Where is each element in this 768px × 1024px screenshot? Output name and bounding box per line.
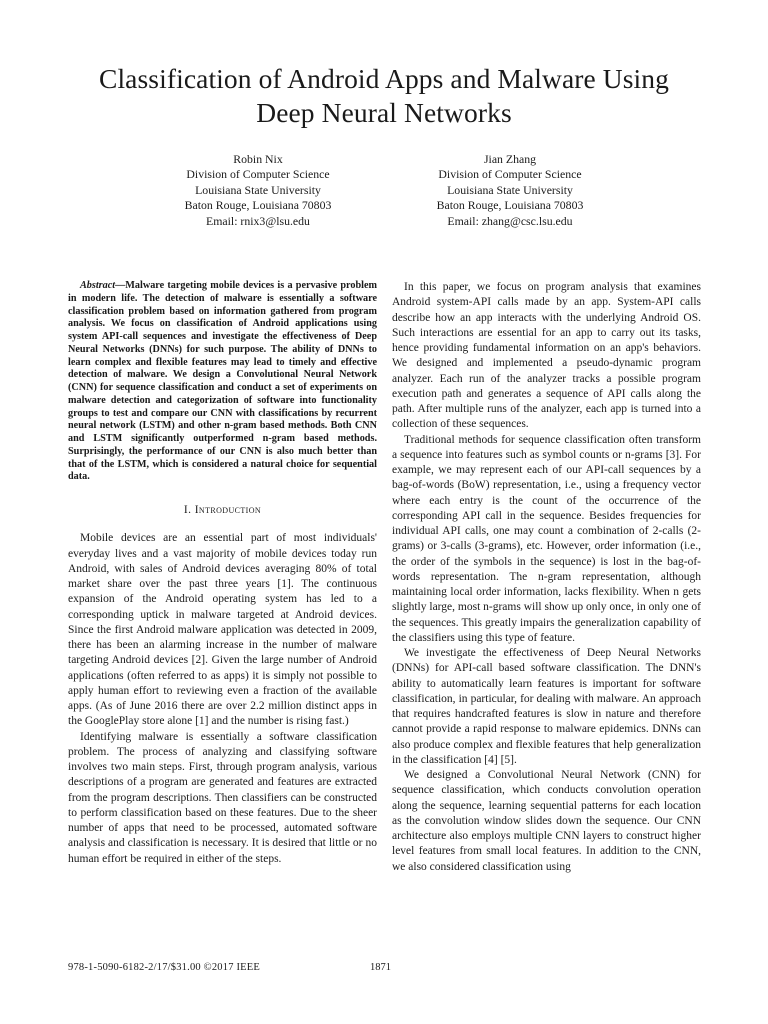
author-block-2 [370,152,650,229]
abstract [68,280,377,484]
section-heading-introduction [68,503,377,518]
right-column [392,280,701,875]
left-column [68,280,377,867]
author-division: Division of Computer Science [186,167,330,182]
body-paragraph: We designed a Convolutional Neural Network (CNN) for sequence classification, which conducts convolution operation along the sequence, learning sequential patterns for each location as the convolution window slides down the sequence. Our CNN architecture also employs multiple CNN layers to construct higher level features from small local features. In addition to the CNN, we also considered classification using [392,769,701,873]
section-number: I. [183,504,192,516]
paper-title-line-1: Classification of Android Apps and Malware Using [99,63,669,94]
author-university: Louisiana State University [195,182,321,197]
section-title: Introduction [194,504,262,516]
author-division: Division of Computer Science [438,167,582,182]
body-paragraph: Mobile devices are an essential part of most individuals' everyday lives and a vast majority of mobile devices today run Android, with sales of Android devices averaging 80% of total market share over the past three years [1]. The continuous expansion of the Android operating system has led to a corresponding uptick in malware targeted at Android devices. Since the first Android malware application was detected in 2009, there has been an alarming increase in the number of malware targeting Android devices [2]. Given the large number of Android applications (often referred to as apps) it is simply not possible to apply human effort to reviewing even a fraction of the available apps. (As of June 2016 there are over 2.2 million distinct apps in the GooglePlay store alone [1] and the number is rising fast.) [68,532,377,728]
author-address: Baton Rouge, Louisiana 70803 [436,198,584,213]
author-email: Email: zhang@csc.lsu.edu [447,213,573,228]
abstract-label: Abstract [80,280,116,291]
author-email: Email: rnix3@lsu.edu [206,213,310,228]
author-address: Baton Rouge, Louisiana 70803 [184,198,332,213]
author-name: Robin Nix [233,152,283,166]
body-paragraph: In this paper, we focus on program analysis that examines Android system-API calls made by an app. System-API calls describe how an app interacts with the underlying Android OS. Such interactions are essential for an app to carry out its tasks, hence providing fundamental information on an app's behaviors. We designed and implemented a pseudo-dynamic program analyzer. Each run of the analyzer tracks a possible program execution path and generates a sequence of API calls along the path. After multiple runs of the analyzer, each app is turned into a collection of these sequences. [392,281,701,431]
body-paragraph: We investigate the effectiveness of Deep Neural Networks (DNNs) for API-call based software classification. The DNN's ability to automatically learn features is important for software classification, in particular, for dealing with malware. An approach that requires handcrafted features is slow in nature and therefore cannot provide a rapid response to malware epidemics. DNNs can also produce complex and flexible features that help generalization in the classification [4] [5]. [392,647,701,766]
paper-title-line-2: Deep Neural Networks [256,97,512,128]
abstract-text: —Malware targeting mobile devices is a pervasive problem in modern life. The detection of malware is essentially a software classification problem based on information gathered from program analysis. We focus on classification of Android applications using system API-call sequences and investigate the effectiveness of Deep Neural Networks (DNNs) for such purpose. The ability of DNNs to learn complex and flexible features may lead to timely and effective detection of malware. We design a Convolutional Neural Network (CNN) for sequence classification and conduct a set of experiments on malware detection and categorization of software into functionality groups to test and compare our CNN with classifications by recurrent neural network (LSTM) and other n-gram based methods. Both CNN and LSTM significantly outperformed n-gram based methods. Surprisingly, the performance of our CNN is also much better than that of the LSTM, which is considered a natural choice for sequential data. [68,280,377,483]
author-name: Jian Zhang [483,152,537,166]
paper-title [40,62,728,130]
author-university: Louisiana State University [447,182,573,197]
footer-copyright: 978-1-5090-6182-2/17/$31.00 ©2017 IEEE [68,962,261,973]
body-paragraph: Traditional methods for sequence classification often transform a sequence into features such as symbol counts or n-grams [3]. For example, we may represent each of our API-call sequences by a bag-of-words (BoW) representation, i.e., using a frequency vector where each entry is the count of the occurrence of the corresponding API call in the sequence. Besides frequencies for individual API calls, one may count a combination of 2-calls (2-grams) or 3-calls (3-grams), etc. However, order information (i.e., the order of the symbols in the sequence) is lost in the bag-of-words representation. The n-gram representation, although maintaining local order information, lacks flexibility. When n gets slightly large, most n-grams will show up only once, in only one of the sequences. This greatly impairs the generalization capability of the classifiers using this type of feature. [392,433,701,644]
author-block-1 [118,152,398,229]
body-paragraph: Identifying malware is essentially a software classification problem. The process of analyzing and classifying software involves two main steps. First, through program analysis, various descriptions of a program are generated and features are extracted from the program descriptions. Then classifiers can be constructed to perform classification based on these features. Due to the sheer number of apps that need to be processed, automated software analysis and classification is necessary. It is desired that little or no human effort be required in either of the steps. [68,730,377,865]
page-number: 1871 [370,962,391,973]
